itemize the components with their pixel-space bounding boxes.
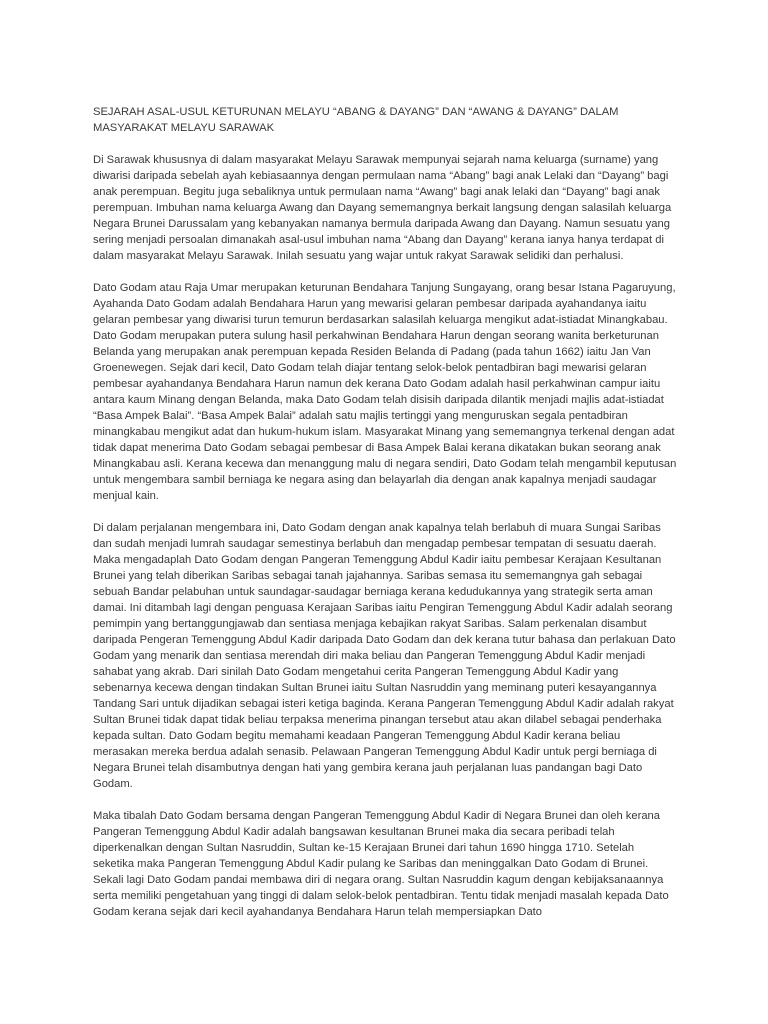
paragraph-1: Di Sarawak khususnya di dalam masyarakat Melayu Sarawak mempunyai sejarah nama keluarga (surname) yang diwarisi daripada sebelah ayah kebiasaannya dengan permulaan nama “Abang” bagi anak Lelaki dan “Dayang” bagi anak perempuan. Begitu juga sebaliknya untuk permulaan nama “Awang” bagi anak lelaki dan “Dayang” bagi anak perempuan. Imbuhan nama keluarga Awang dan Dayang sememangnya berkait langsung dengan salasilah keluarga Negara Brunei Darussalam yang kebanyakan namanya bermula daripada Awang dan Dayang. Namun sesuatu yang sering menjadi persoalan dimanakah asal-usul imbuhan nama “Abang dan Dayang” kerana ianya hanya terdapat di dalam masyarakat Melayu Sarawak. Inilah sesuatu yang wajar untuk rakyat Sarawak selidiki dan perhalusi. <box>93 154 672 262</box>
document-page <box>93 104 678 936</box>
paragraph-3: Di dalam perjalanan mengembara ini, Dato Godam dengan anak kapalnya telah berlabuh di muara Sungai Saribas dan sudah menjadi lumrah saudagar semestinya berlabuh dan mengadap pembesar tempatan di sesuatu daerah. Maka mengadaplah Dato Godam dengan Pangeran Temenggung Abdul Kadir iaitu pembesar Kerajaan Kesultanan Brunei yang telah diberikan Saribas sebagai tanah jajahannya. Saribas semasa itu sememangnya gah sebagai sebuah Bandar pelabuhan untuk saundagar-saudagar berniaga kerana kedudukannya yang strategik serta aman damai. Ini ditambah lagi dengan penguasa Kerajaan Saribas iaitu Pengiran Temenggung Abdul Kadir adalah seorang pemimpin yang bertanggungjawab dan sentiasa menjaga kebajikan rakyat Saribas. Salam perkenalan disambut daripada Pengeran Temenggung Abdul Kadir daripada Dato Godam dan dek kerana tutur bahasa dan perlakuan Dato Godam yang menarik dan sentiasa merendah diri maka beliau dan Pangeran Temenggung Abdul Kadir menjadi sahabat yang akrab. Dari sinilah Dato Godam mengetahui cerita Pangeran Temenggung Abdul Kadir yang sebenarnya kecewa dengan tindakan Sultan Brunei iaitu Sultan Nasruddin yang meminang puteri kesayangannya Tandang Sari untuk dijadikan sebagai isteri ketiga baginda. Kerana Pangeran Temenggung Abdul Kadir adalah rakyat Sultan Brunei tidak dapat tidak beliau terpaksa menerima pinangan tersebut atau akan dilabel sebagai penderhaka kepada sultan. Dato Godam begitu memahami keadaan Pangeran Temenggung Abdul Kadir kerana beliau merasakan mereka berdua adalah senasib. Pelawaan Pangeran Temenggung Abdul Kadir untuk pergi berniaga di Negara Brunei telah disambutnya dengan hati yang gembira kerana jauh perjalanan luas pandangan bagi Dato Godam. <box>93 522 676 790</box>
paragraph-4: Maka tibalah Dato Godam bersama dengan Pangeran Temenggung Abdul Kadir di Negara Brunei dan oleh kerana Pangeran Temenggung Abdul Kadir adalah bangsawan kesultanan Brunei maka dia secara peribadi telah diperkenalkan dengan Sultan Nasruddin, Sultan ke-15 Kerajaan Brunei dari tahun 1690 hingga 1710. Setelah seketika maka Pangeran Temenggung Abdul Kadir pulang ke Saribas dan meninggalkan Dato Godam di Brunei. Sekali lagi Dato Godam pandai membawa diri di negara orang. Sultan Nasruddin kagum dengan kebijaksanaannya serta memiliki pengetahuan yang tinggi di dalam selok-belok pentadbiran. Tentu tidak menjadi masalah kepada Dato Godam kerana sejak dari kecil ayahandanya Bendahara Harun telah mempersiapkan Dato <box>93 810 669 918</box>
paragraph-2: Dato Godam atau Raja Umar merupakan keturunan Bendahara Tanjung Sungayang, orang besar Istana Pagaruyung, Ayahanda Dato Godam adalah Bendahara Harun yang mewarisi gelaran pembesar daripada ayahandanya iaitu gelaran pembesar yang diwarisi turun temurun berdasarkan salasilah keluarga mengikut adat-istiadat Minangkabau. Dato Godam merupakan putera sulung hasil perkahwinan Bendahara Harun dengan seorang wanita berketurunan Belanda yang merupakan anak perempuan kepada Residen Belanda di Padang (pada tahun 1662) iaitu Jan Van Groenewegen. Sejak dari kecil, Dato Godam telah diajar tentang selok-belok pentadbiran bagi mewarisi gelaran pembesar ayahandanya Bendahara Harun namun dek kerana Dato Godam adalah hasil perkahwinan campur iaitu antara kaum Minang dengan Belanda, maka Dato Godam telah disisih daripada dilantik menjadi majlis adat-istiadat “Basa Ampek Balai”. “Basa Ampek Balai” adalah satu majlis tertinggi yang menguruskan segala pentadbiran minangkabau mengikut adat dan hukum-hukum islam. Masyarakat Minang yang sememangnya terkenal dengan adat tidak dapat menerima Dato Godam sebagai pembesar di Basa Ampek Balai kerana dikatakan bukan seorang anak Minangkabau asli. Kerana kecewa dan menanggung malu di negara sendiri, Dato Godam telah mengambil keputusan untuk mengembara sambil berniaga ke negara asing dan belayarlah dia dengan anak kapalnya menjadi saudagar menjual kain. <box>93 282 677 502</box>
document-title: SEJARAH ASAL-USUL KETURUNAN MELAYU “ABANG & DAYANG” DAN “AWANG & DAYANG” DALAM MASYARAKAT MELAYU SARAWAK <box>93 106 619 134</box>
